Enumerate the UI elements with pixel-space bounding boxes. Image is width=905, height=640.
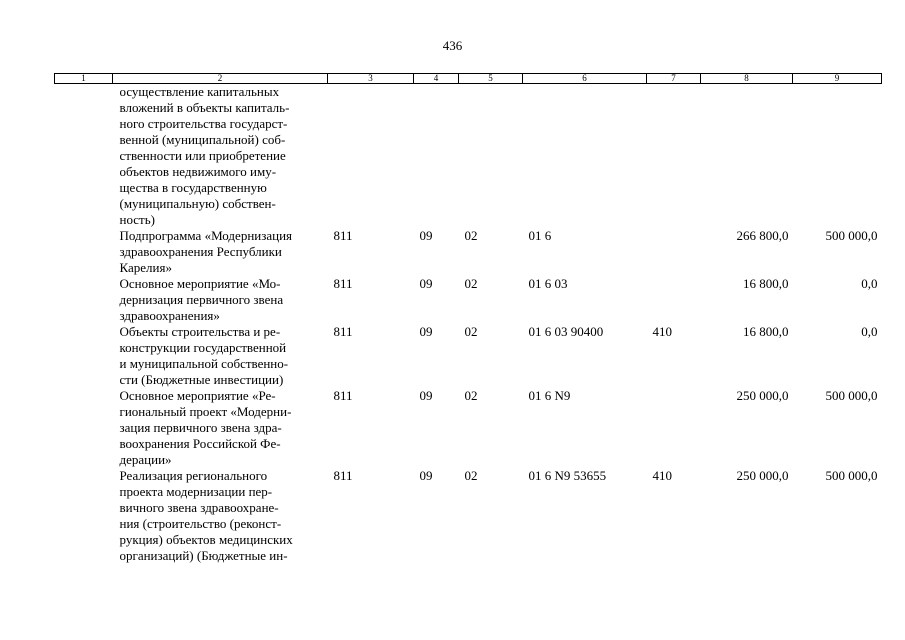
header-col-9: 9 xyxy=(793,74,882,84)
table-row xyxy=(55,276,882,324)
cell-c1 xyxy=(55,468,113,564)
table-row xyxy=(55,228,882,276)
cell-c8 xyxy=(701,84,793,229)
cell-c7: 410 xyxy=(652,468,672,483)
cell-c6 xyxy=(523,84,647,229)
cell-c5 xyxy=(459,84,523,229)
cell-c9: 0,0 xyxy=(861,324,878,339)
cell-c3 xyxy=(328,84,414,229)
header-col-3: 3 xyxy=(328,74,414,84)
cell-c7 xyxy=(647,388,701,468)
header-col-5: 5 xyxy=(459,74,523,84)
cell-c5: 02 xyxy=(464,468,478,483)
cell-c2: Объекты строительства и ре- конструкции государственной и муниципальной собственно- сти (Бюджетные инвестиции) xyxy=(119,324,289,387)
page-number: 436 xyxy=(442,38,463,53)
cell-c9 xyxy=(793,84,882,229)
header-col-6: 6 xyxy=(523,74,647,84)
table-row xyxy=(55,84,882,229)
cell-c9: 0,0 xyxy=(861,276,878,291)
budget-table xyxy=(54,73,882,564)
cell-c6: 01 6 N9 53655 xyxy=(528,468,607,483)
cell-c4: 09 xyxy=(419,388,433,403)
table-row xyxy=(55,324,882,388)
cell-c8: 16 800,0 xyxy=(743,324,789,339)
cell-c4: 09 xyxy=(419,468,433,483)
cell-c2: Основное мероприятие «Мо- дернизация первичного звена здравоохранения» xyxy=(119,276,284,323)
cell-c5: 02 xyxy=(464,388,478,403)
cell-c3: 811 xyxy=(333,468,353,483)
cell-c2: Подпрограмма «Модернизация здравоохранения Республики Карелия» xyxy=(119,228,293,275)
cell-c9: 500 000,0 xyxy=(825,228,878,243)
cell-c2: Основное мероприятие «Ре- гиональный проект «Модерни- зация первичного звена здра- воохранения Российской Фе- дерации» xyxy=(119,388,292,467)
cell-c3: 811 xyxy=(333,388,353,403)
cell-c8: 16 800,0 xyxy=(743,276,789,291)
table-row xyxy=(55,468,882,564)
cell-c1 xyxy=(55,228,113,276)
table-body xyxy=(55,84,882,565)
header-col-1: 1 xyxy=(55,74,113,84)
cell-c8: 250 000,0 xyxy=(736,468,789,483)
table-row xyxy=(55,388,882,468)
cell-c6: 01 6 N9 xyxy=(528,388,571,403)
header-row xyxy=(55,74,882,84)
cell-c2: осуществление капитальных вложений в объекты капиталь- ного строительства государст- венной (муниципальной) соб- ственности или приобретение объектов недвижимого иму- щества в государственную (муниципальную) собствен- ность) xyxy=(119,84,290,227)
cell-c1 xyxy=(55,388,113,468)
cell-c7 xyxy=(647,228,701,276)
cell-c7 xyxy=(647,276,701,324)
cell-c8: 250 000,0 xyxy=(736,388,789,403)
cell-c3: 811 xyxy=(333,228,353,243)
cell-c2: Реализация регионального проекта модернизации пер- вичного звена здравоохране- ния (строительство (реконст- рукция) объектов медицинских организаций) (Бюджетные ин- xyxy=(119,468,293,563)
cell-c9: 500 000,0 xyxy=(825,388,878,403)
cell-c4: 09 xyxy=(419,324,433,339)
cell-c9: 500 000,0 xyxy=(825,468,878,483)
cell-c4 xyxy=(414,84,459,229)
cell-c5: 02 xyxy=(464,276,478,291)
cell-c1 xyxy=(55,276,113,324)
header-col-8: 8 xyxy=(701,74,793,84)
cell-c3: 811 xyxy=(333,324,353,339)
cell-c6: 01 6 03 xyxy=(528,276,568,291)
header-col-2: 2 xyxy=(113,74,328,84)
cell-c7: 410 xyxy=(652,324,672,339)
cell-c6: 01 6 xyxy=(528,228,552,243)
table-header xyxy=(55,74,882,84)
cell-c1 xyxy=(55,324,113,388)
cell-c5: 02 xyxy=(464,228,478,243)
cell-c3: 811 xyxy=(333,276,353,291)
cell-c4: 09 xyxy=(419,228,433,243)
cell-c1 xyxy=(55,84,113,229)
cell-c6: 01 6 03 90400 xyxy=(528,324,604,339)
cell-c4: 09 xyxy=(419,276,433,291)
header-col-7: 7 xyxy=(647,74,701,84)
header-col-4: 4 xyxy=(414,74,459,84)
cell-c7 xyxy=(647,84,701,229)
cell-c8: 266 800,0 xyxy=(736,228,789,243)
cell-c5: 02 xyxy=(464,324,478,339)
